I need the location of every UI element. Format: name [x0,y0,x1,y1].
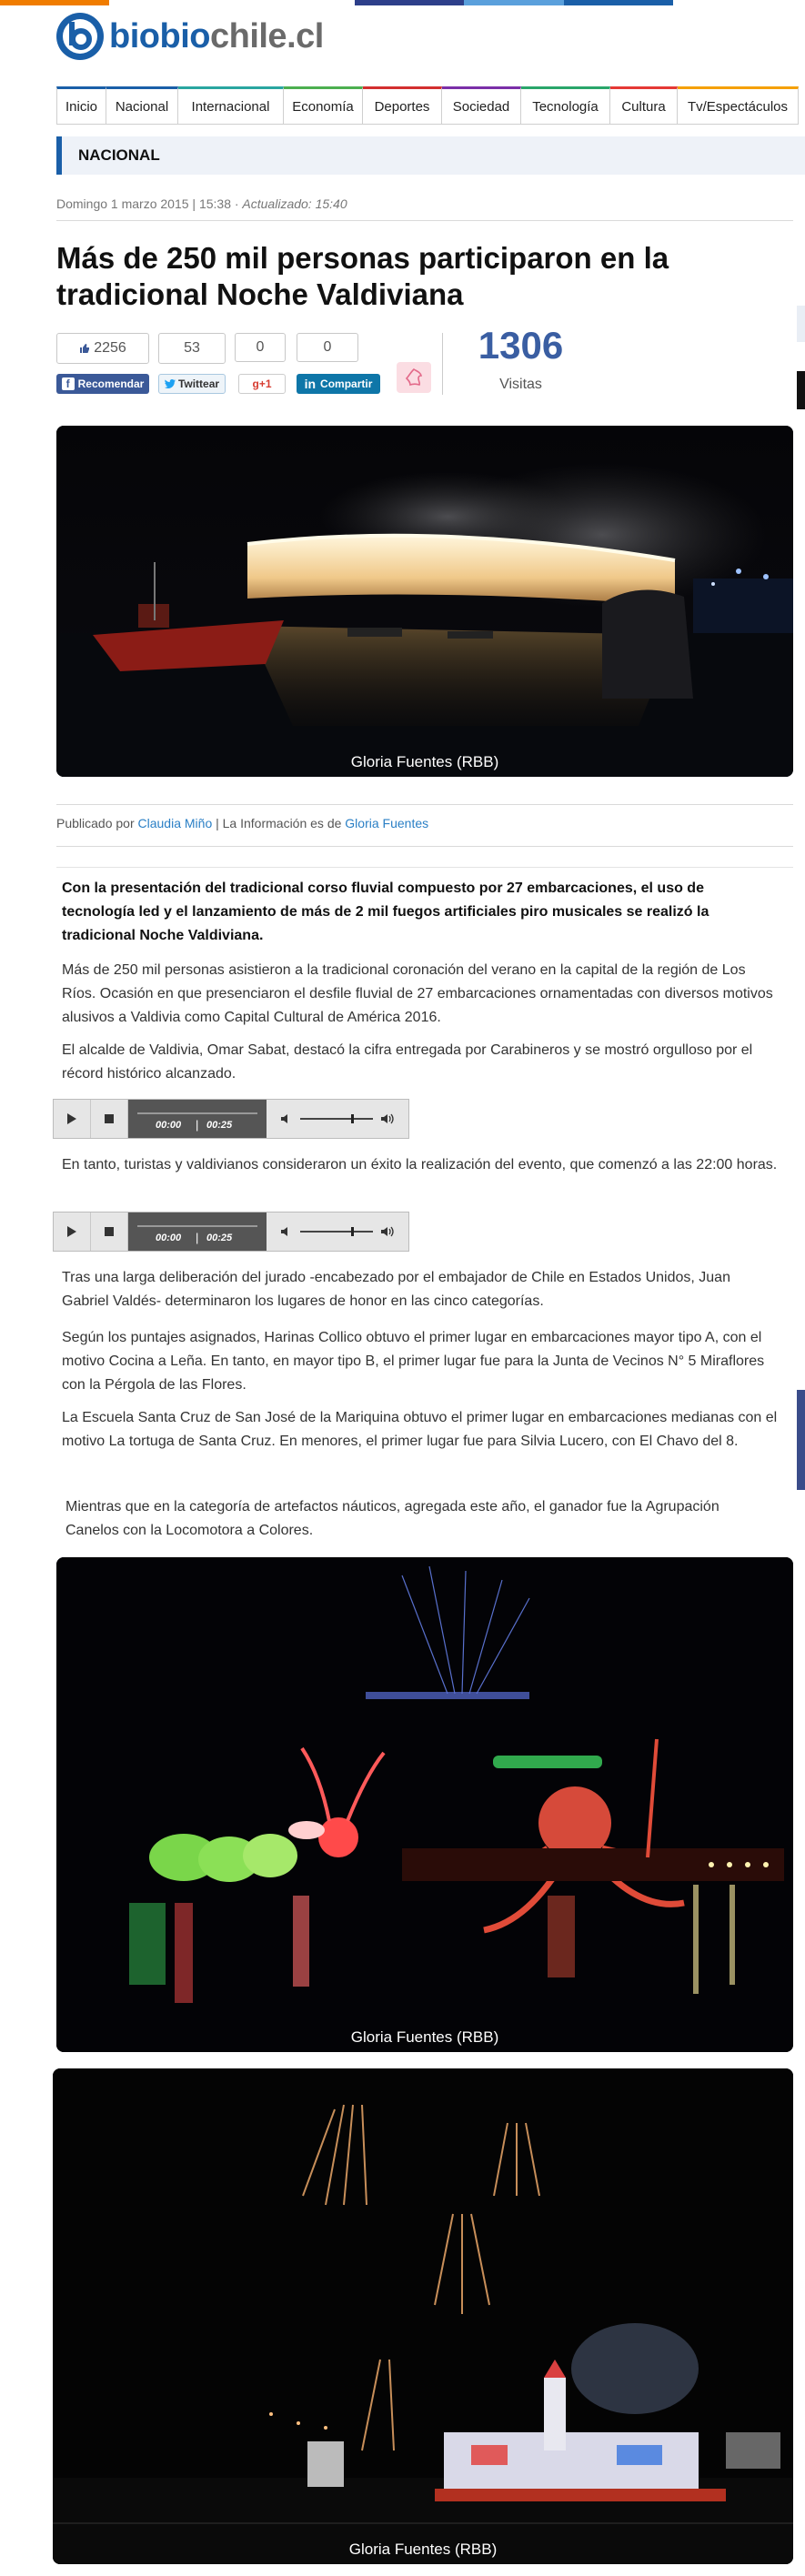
photo-caption: Gloria Fuentes (RBB) [350,753,499,770]
googleplus-count: 0 [235,333,286,362]
nav-item-economia[interactable]: Economía [284,86,363,125]
fireworks-waterfall-image [56,426,793,777]
sidebar-edge [797,306,805,342]
twitter-icon [165,379,176,388]
article-photo-2[interactable] [56,1557,793,2052]
updated-time: Actualizado: 15:40 [242,196,347,211]
volume-knob[interactable] [351,1227,354,1236]
divider [56,804,793,805]
article-title: Más de 250 mil personas participaron en la tradicional Noche Valdiviana [56,241,669,311]
time-separator: | [196,1118,199,1132]
top-color-stripe [0,0,805,5]
audio-progress[interactable] [128,1100,267,1138]
nav-item-inicio[interactable]: Inicio [56,86,106,125]
share-icon [403,367,425,388]
duration: 00:25 [206,1120,233,1131]
time-separator: | [196,1231,199,1244]
sidebar-edge [797,371,805,409]
facebook-recommend-button[interactable]: f Recomendar [56,374,149,394]
googleplus-button[interactable]: g+1 [238,374,286,394]
main-nav [56,86,805,126]
volume-knob[interactable] [351,1114,354,1123]
share-more-button[interactable] [397,362,431,393]
progress-bar[interactable] [137,1225,257,1227]
volume-slider[interactable] [300,1118,373,1120]
dateline [56,196,347,211]
section-title: NACIONAL [78,146,160,164]
nav-item-tecnologia[interactable]: Tecnología [521,86,610,125]
logo-text-1: biobio [109,16,210,55]
facebook-count: 2256 [56,333,149,364]
current-time: 00:00 [156,1120,182,1131]
article-paragraph: Según los puntajes asignados, Harinas Collico obtuvo el primer lugar en embarcaciones mayor tipo A, con el motivo Cocina a Leña. En tanto, en mayor tipo B, el primer lugar fue para la Junta de Vecinos N° 5 Miraflores con la Pérgola de las Flores. [62,1330,765,1393]
site-logo[interactable] [56,13,324,60]
nav-item-deportes[interactable]: Deportes [363,86,442,125]
visit-count: 1306 [478,324,564,367]
linkedin-icon: in [304,377,317,391]
thumbs-up-icon [79,343,90,354]
volume-high-icon[interactable] [380,1112,395,1125]
volume-slider[interactable] [300,1231,373,1233]
twitter-count: 53 [158,333,226,364]
visit-label: Visitas [499,377,542,392]
byline: Publicado por Claudia Miño | La Información es de Gloria Fuentes [56,816,429,830]
nav-item-internacional[interactable]: Internacional [178,86,284,125]
audio-player [53,1099,409,1139]
divider [56,220,793,221]
audio-player [53,1212,409,1252]
nav-item-sociedad[interactable]: Sociedad [442,86,521,125]
source-link[interactable]: Gloria Fuentes [345,816,429,830]
play-button[interactable] [54,1213,91,1251]
article-paragraph: En tanto, turistas y valdivianos consideraron un éxito la realización del evento, que comenzó a las 22:00 horas. [62,1157,778,1172]
play-icon [66,1112,77,1125]
nav-item-nacional[interactable]: Nacional [106,86,178,125]
stop-button[interactable] [91,1213,128,1251]
volume-control [267,1213,408,1251]
linkedin-share-button[interactable]: in Compartir [297,374,380,394]
nav-item-tv-espectaculos[interactable]: Tv/Espectáculos [678,86,799,125]
sidebar-edge [797,1390,805,1490]
linkedin-count: 0 [297,333,358,362]
current-time: 00:00 [156,1233,182,1243]
article-paragraph: Mientras que en la categoría de artefactos náuticos, agregada este año, el ganador fue la Agrupación Canelos con la Locomotora a Colores. [65,1499,719,1538]
volume-low-icon[interactable] [280,1225,293,1238]
section-header [56,136,805,175]
divider [56,867,793,868]
article-paragraph: El alcalde de Valdivia, Omar Sabat, destacó la cifra entregada por Carabineros y se mostró orgulloso por el récord histórico alcanzado. [62,1042,753,1082]
article-paragraph: Tras una larga deliberación del jurado -encabezado por el embajador de Chile en Estados Unidos, Juan Gabriel Valdés- determinaron los lugares de honor en las cinco categorías. [62,1270,730,1309]
article-paragraph: Más de 250 mil personas asistieron a la tradicional coronación del verano en la capital de la región de Los Ríos. Ocasión en que presenciaron el desfile fluvial de 27 embarcaciones ornamentadas con diversos motivos alusivos a Valdivia como Capital Cultural de América 2016. [62,962,773,1025]
volume-low-icon[interactable] [280,1112,293,1125]
play-icon [66,1225,77,1238]
play-button[interactable] [54,1100,91,1138]
divider [442,333,443,395]
author-link[interactable]: Claudia Miño [137,816,213,830]
photo-caption: Gloria Fuentes (RBB) [350,2028,499,2046]
volume-control [267,1100,408,1138]
twitter-tweet-button[interactable]: Twittear [158,374,226,394]
stop-button[interactable] [91,1100,128,1138]
article-lead: Con la presentación del tradicional corso fluvial compuesto por 27 embarcaciones, el uso de tecnología led y el lanzamiento de más de 2 mil fuegos artificiales piro musicales se realizó la tradicional Noche Valdiviana. [62,880,709,943]
stop-icon [104,1226,115,1237]
divider [56,846,793,847]
article-photo-3[interactable] [53,2068,793,2564]
facebook-icon: f [62,377,75,390]
article-photo-1[interactable] [56,426,793,777]
stop-icon [104,1113,115,1124]
audio-progress[interactable] [128,1213,267,1251]
publish-date: Domingo 1 marzo 2015 | 15:38 · [56,196,243,211]
volume-high-icon[interactable] [380,1225,395,1238]
logo-icon [56,13,104,60]
progress-bar[interactable] [137,1112,257,1114]
duration: 00:25 [206,1233,233,1243]
logo-text-2: chile.cl [209,16,324,55]
article-paragraph: La Escuela Santa Cruz de San José de la Mariquina obtuvo el primer lugar en embarcaciones medianas con el motivo La tortuga de Santa Cruz. En menores, el primer lugar fue para Silvia Lucero, con El Chavo del 8. [62,1410,778,1449]
nav-item-cultura[interactable]: Cultura [610,86,678,125]
fireworks-over-river-image [53,2068,793,2564]
illuminated-boats-image [56,1557,793,2052]
photo-caption: Gloria Fuentes (RBB) [348,2541,498,2558]
